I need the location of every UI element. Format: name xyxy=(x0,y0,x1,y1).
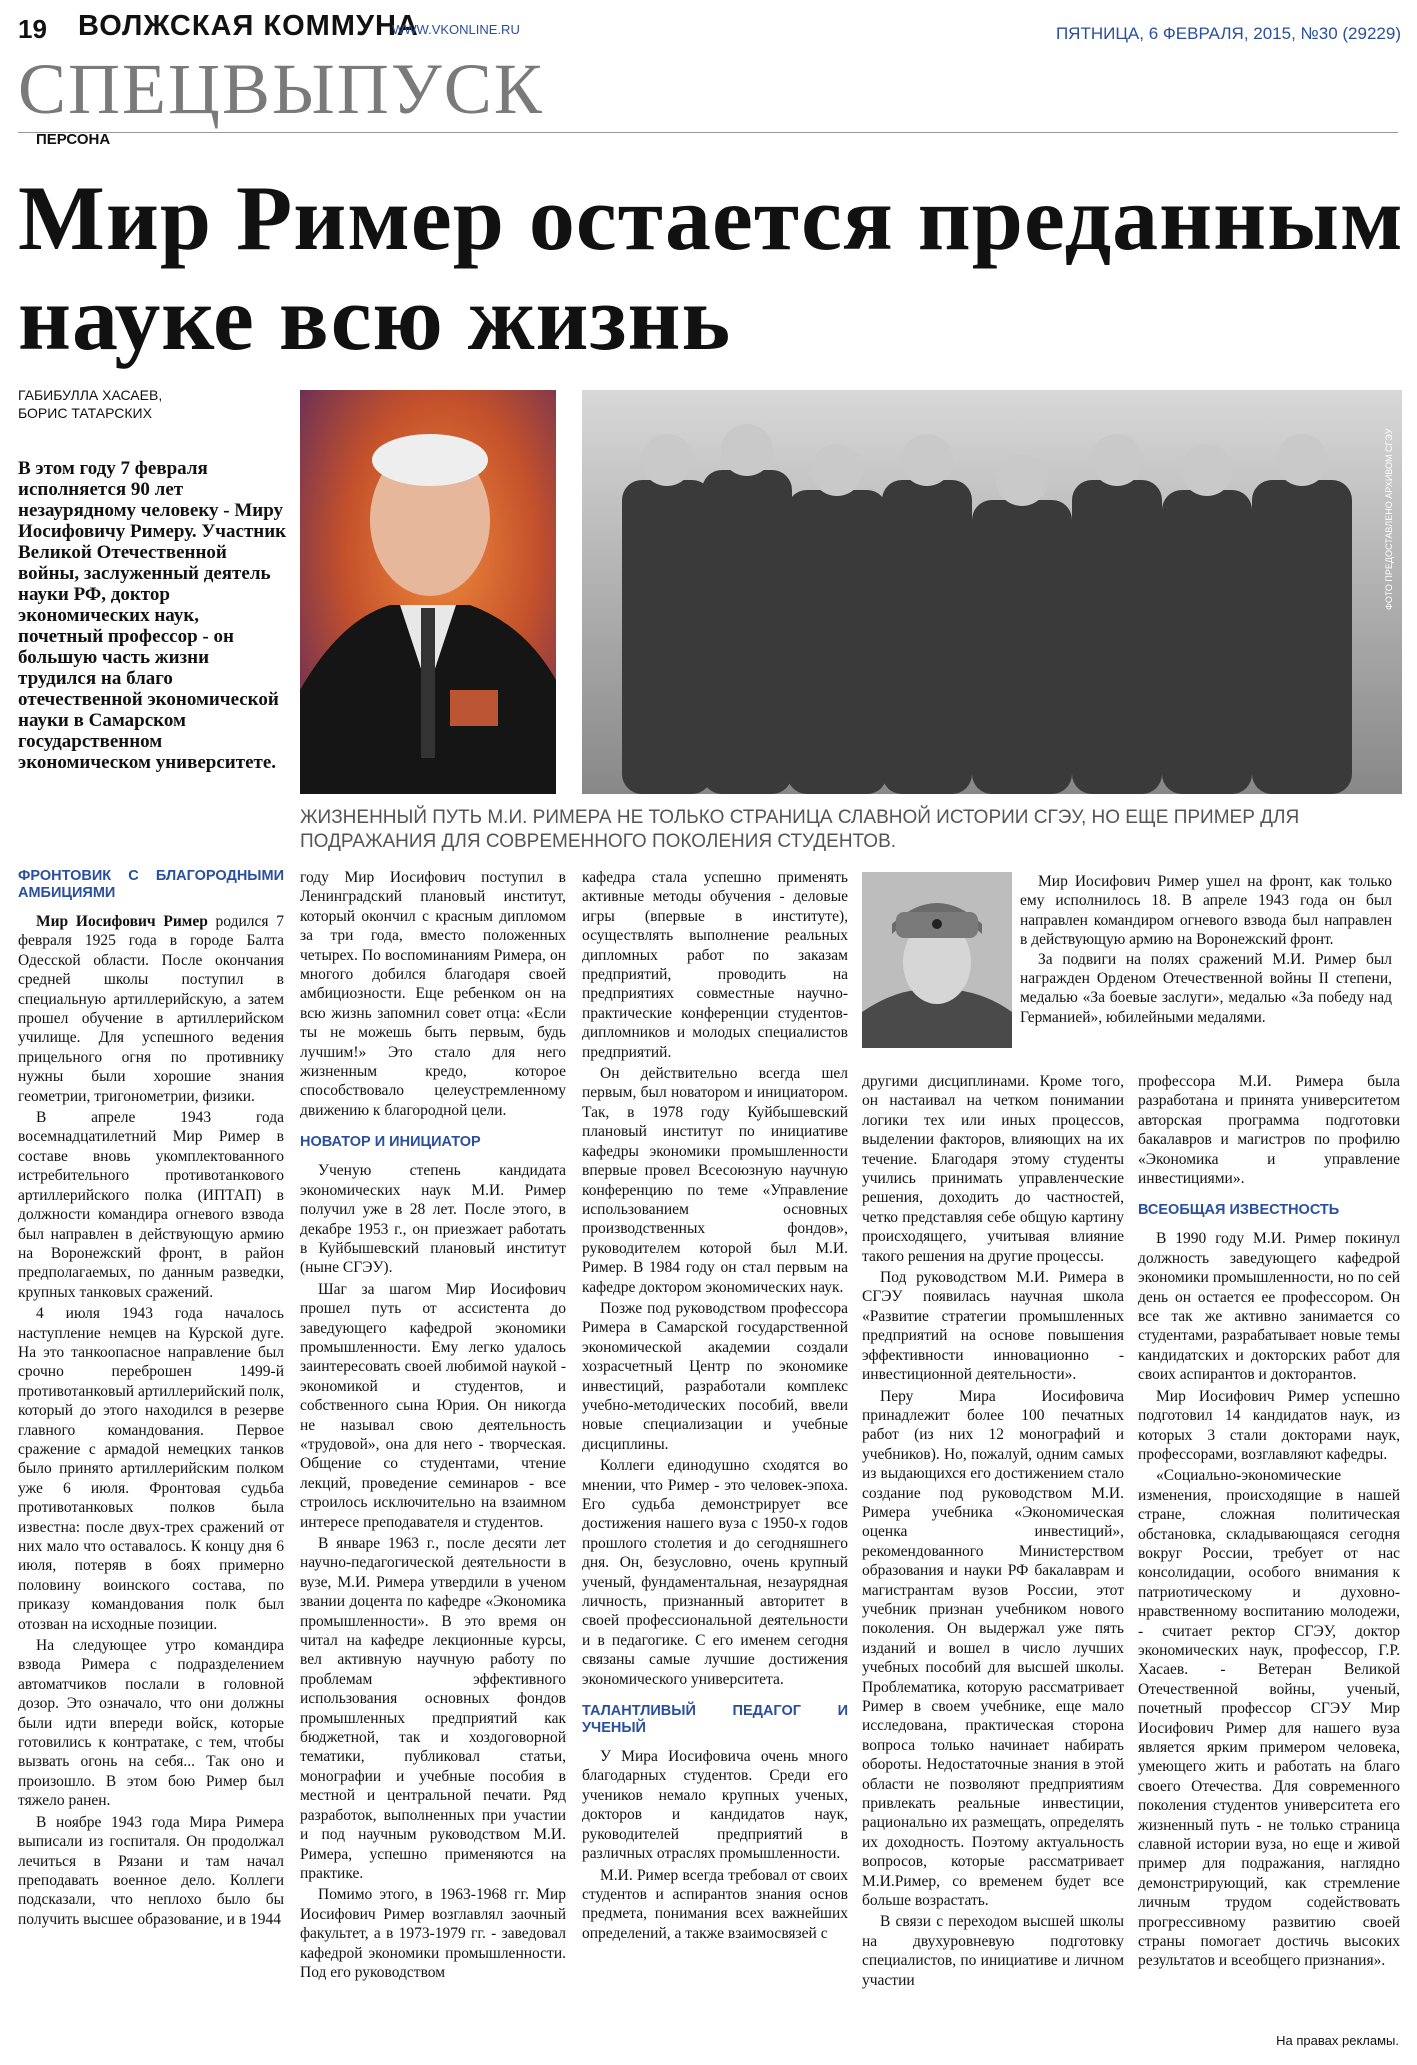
subhead-recognition: ВСЕОБЩАЯ ИЗВЕСТНОСТЬ xyxy=(1138,1202,1340,1219)
section-title: СПЕЦВЫПУСК xyxy=(18,49,544,129)
paragraph: родился 7 февраля 1925 года в городе Балта Одесской области. После окончания средней школы поступил в специальную артиллерийскую, а затем прошел обучение в артиллерийском училище. Для успешного ведения прицельного огня по противнику нужны были хорошие знания геометрии, тригонометрии, физики. xyxy=(18,913,284,1105)
group-photo xyxy=(582,390,1402,794)
ad-notice: На правах рекламы. xyxy=(1276,2033,1399,2048)
article-title: Мир Ример остается преданным науке всю жизнь xyxy=(18,167,1404,369)
soldier-photo xyxy=(862,872,1012,1048)
site-link[interactable]: WWW.VKONLINE.RU xyxy=(392,22,520,37)
paragraph: 4 июля 1943 года началось наступление немцев на Курской дуге. На это танкоопасное направление был срочно переброшен 1499-й противотанковый артиллерийский полк, который до этого находился в резерве главного командования. Первое сражение с армадой немецких танков было принято артиллерийским полком уже 6 июля. Фронтовая судьба противотанковых полков была известна: после двух-трех сражений от них мало что оставалось. К концу дня 6 июля, потеряв в боях примерно половину воинского состава, по приказу командования полк был отозван на исходные позиции. xyxy=(18,1305,284,1633)
column-3 xyxy=(582,868,848,1945)
paragraph: У Мира Иосифовича очень много благодарных студентов. Среди его учеников немало крупных ученых, докторов и кандидатов наук, руководителей предприятий в различных отраслях промышленности. xyxy=(582,1748,848,1863)
portrait-photo xyxy=(300,390,556,794)
brand-name: ВОЛЖСКАЯ КОММУНА xyxy=(78,10,419,42)
paragraph: Шаг за шагом Мир Иосифович прошел путь от ассистента до заведующего кафедрой экономики промышленности. Ему легко удалось заинтересовать своей любимой наукой - экономикой и студентов, и собственного сына Юрия. Он никогда не называл свою деятельность «трудовой», она для него - творческая. Общение со студентами, чтение лекций, проведение семинаров - все строилось исключительно на взаимном интересе преподавателя и студентов. xyxy=(300,1280,566,1531)
rubric-label: ПЕРСОНА xyxy=(36,131,111,148)
paragraph: Позже под руководством профессора Римера в Самарской государственной экономической академии создали хозрасчетный Центр по экономике инвестиций, разработали комплекс учебно-методических пособий, ввели новые специализации и учебные дисциплины. xyxy=(582,1299,848,1453)
subhead-teacher: ТАЛАНТЛИВЫЙ ПЕДАГОГ И УЧЕНЫЙ xyxy=(582,1703,848,1737)
page-number: 19 xyxy=(18,14,47,44)
paragraph: Помимо этого, в 1963-1968 гг. Мир Иосифович Ример возглавлял заочный факультет, а в 1973-1979 гг. - заведовал кафедрой экономики промышленности. Под его руководством xyxy=(300,1886,566,1981)
rubric-divider xyxy=(18,132,1398,133)
article-authors xyxy=(18,386,162,422)
sidebox-text xyxy=(1020,872,1392,1027)
paragraph: Под руководством М.И. Римера в СГЭУ появилась научная школа «Развитие стратегии промышленных предприятий на основе повышения эффективности инновационно - инвестиционной деятельности». xyxy=(862,1269,1124,1384)
sidebox-paragraph: За подвиги на полях сражений М.И. Ример был награжден Орденом Отечественной войны II степени, медалью «За боевые заслуги», медалью «За победу над Германией», юбилейными медалями. xyxy=(1020,950,1392,1026)
paragraph: кафедра стала успешно применять активные методы обучения - деловые игры (впервые в институте), осуществлять выполнение реальных дипломных работ по заказам предприятий, проводить на предприятиях совместные научно-практические конференции студентов-дипломников и молодых специалистов предприятий. xyxy=(582,869,848,1061)
subhead-frontline: ФРОНТОВИК С БЛАГОРОДНЫМИ АМБИЦИЯМИ xyxy=(18,868,284,901)
column-2 xyxy=(300,868,566,1984)
paragraph: В апреле 1943 года восемнадцатилетний Мир Ример в составе вновь укомплектованного истребительного противотанкового артиллерийского полка (ИПТАП) в должности командира огневого взвода был направлен в действующую армию на Воронежский фронт, в район предполагаемых, по данным разведки, крупных танковых сражений. xyxy=(18,1109,284,1301)
subhead-innovator: НОВАТОР И ИНИЦИАТОР xyxy=(300,1134,481,1151)
dateline: ПЯТНИЦА, 6 ФЕВРАЛЯ, 2015, №30 (29229) xyxy=(1055,24,1401,43)
paragraph: другими дисциплинами. Кроме того, он настаивал на четком понимании логики тех или иных процессов, выделении факторов, влияющих на их течение. Благодаря этому студенты учились принимать управленческие решения, доходить до частностей, четко представляя себе общую картину происходящего, учитывая влияние такого решения на другие процессы. xyxy=(862,1073,1124,1265)
photo-caption: ЖИЗНЕННЫЙ ПУТЬ М.И. РИМЕРА НЕ ТОЛЬКО СТРАНИЦА СЛАВНОЙ ИСТОРИИ СГЭУ, НО ЕЩЕ ПРИМЕР ДЛЯ ПОДРАЖАНИЯ ДЛЯ СОВРЕМЕННОГО ПОКОЛЕНИЯ СТУДЕНТОВ. xyxy=(300,807,1300,852)
column-5 xyxy=(1138,1072,1400,1973)
photo-credit: ФОТО ПРЕДОСТАВЛЕНО АРХИВОМ СГЭУ xyxy=(1384,428,1394,610)
paragraph: Ученую степень кандидата экономических наук М.И. Ример получил уже в 28 лет. После этого, в декабре 1953 г., он приезжает работать в Куйбышевский плановый институт (ныне СГЭУ). xyxy=(300,1162,566,1277)
paragraph: В ноябре 1943 года Мира Римера выписали из госпиталя. Он продолжал лечиться в Рязани и там начал преподавать военное дело. Коллеги подсказали, что неплохо было бы получить высшее образование, и в 1944 xyxy=(18,1813,284,1928)
paragraph: В связи с переходом высшей школы на двухуровневую подготовку специалистов, по инициативе и личном участии xyxy=(862,1913,1124,1989)
column-4 xyxy=(862,1072,1124,1992)
paragraph: В 1990 году М.И. Ример покинул должность заведующего кафедрой экономики промышленности, но по сей день он остается ее профессором. Он все так же активно занимается со студентами, разрабатывает новые темы кандидатских и докторских работ для своих аспирантов и докторантов. xyxy=(1138,1230,1400,1384)
paragraph: М.И. Ример всегда требовал от своих студентов и аспирантов знания основ предмета, понимания всех важнейших определений, а также взаимосвязей с xyxy=(582,1866,848,1942)
newspaper-brand xyxy=(78,10,419,43)
paragraph: На следующее утро командира взвода Римера с подразделением автоматчиков послали в головной дозор. Это означало, что они должны были идти впереди войск, которые готовились к контратаке, с тем, чтобы вызвать огонь на себя... Так оно и произошло. В этом бою Ример был тяжело ранен. xyxy=(18,1637,284,1810)
hero-name: Мир Иосифович Ример xyxy=(36,913,208,930)
paragraph: «Социально-экономические изменения, происходящие в нашей стране, сложная политическая обстановка, складывающаяся сегодня вокруг России, требует от нас консолидации, особого внимания к патриотическому и духовно-нравственному воспитанию молодежи, - считает ректор СГЭУ, доктор экономических наук, профессор, Г.Р. Хасаев. - Ветеран Великой Отечественной войны, ученый, почетный профессор СГЭУ Мир Иосифович Ример для нашего вуза является ярким примером человека, умеющего жить и работать на благо своего Отечества. Для современного поколения студентов университета его жизненный путь - не только страница славной истории вуза, но еще и живой пример для подражания, наглядно демонстрирующий, как стремление личным трудом содействовать прогрессивному развитию своей страны помогает достичь высоких результатов и всеобщего признания». xyxy=(1138,1467,1400,1970)
paragraph: Коллеги единодушно сходятся во мнении, что Ример - это человек-эпоха. Его судьба демонстрирует все достижения нашего вуза с 1950-х годов прошлого столетия и до сегодняшнего дня. Он, безусловно, очень крупный ученый, фундаментальная, незаурядная личность, признанный авторитет в своей профессиональной деятельности и в педагогике. С его именем сегодня связаны самые лучшие достижения экономического университета. xyxy=(582,1457,848,1688)
paragraph: В январе 1963 г., после десяти лет научно-педагогической деятельности в вузе, М.И. Римера утвердили в ученом звании доцента по кафедре «Экономика промышленности». В это время он читал на кафедре лекционные курсы, вел активную научную работу по проблемам эффективного использования основных фондов промышленных предприятий как бюджетной, так и хоздоговорной тематики, публиковал статьи, монографии и учебные пособия в местной и центральной печати. Ряд разработок, выполненных при участии и под научным руководством М.И. Римера, успешно применяются на практике. xyxy=(300,1535,566,1882)
author-1: ГАБИБУЛЛА ХАСАЕВ, xyxy=(18,387,163,403)
paragraph: Мир Иосифович Ример успешно подготовил 14 кандидатов наук, из которых 3 стали докторами наук, профессорами, возглавляют кафедры. xyxy=(1138,1387,1400,1463)
article-lead: В этом году 7 февраля исполняется 90 лет незаурядному человеку - Миру Иосифовичу Римеру. Участник Великой Отечественной войны, заслуженный деятель науки РФ, доктор экономических наук, почетный профессор - он большую часть жизни трудился на благо отечественной экономической науки в Самарском государственном экономическом университете. xyxy=(18,458,287,773)
paragraph: Он действительно всегда шел первым, был новатором и инициатором. Так, в 1978 году Куйбышевский плановый институт по инициативе кафедры экономики промышленности впервые провел Всесоюзную научную конференцию по теме «Управление использованием основных производственных фондов», руководителем которой был М.И. Ример. В 1984 году он стал первым на кафедре доктором экономических наук. xyxy=(582,1065,848,1296)
author-2: БОРИС ТАТАРСКИХ xyxy=(18,405,152,421)
column-1 xyxy=(18,868,284,1931)
paragraph: профессора М.И. Римера была разработана и принята университетом авторская программа подготовки бакалавров и магистров по профилю «Экономика и управление инвестициями». xyxy=(1138,1073,1400,1188)
sidebox-paragraph: Мир Иосифович Ример ушел на фронт, как только ему исполнилось 18. В апреле 1943 года он был направлен командиром огневого взвода был направлен в действующую армию на Воронежский фронт. xyxy=(1020,873,1392,949)
paragraph: году Мир Иосифович поступил в Ленинградский плановый институт, который окончил с красным дипломом за три года, вместо положенных четырех. По воспоминаниям Римера, он многого добился благодаря своей амбициозности. Еще ребенком он на всю жизнь запомнил совет отца: «Если ты не можешь быть первым, будь лучшим!» Это стало для него жизненным кредо, которое способствовало целеустремленному движению к благородной цели. xyxy=(300,869,566,1119)
paragraph: Перу Мира Иосифовича принадлежит более 100 печатных работ (из них 12 монографий и учебников). Но, пожалуй, одним самых из выдающихся его достижением стало создание под руководством М.И. Римера учебника «Экономическая оценка инвестиций», рекомендованного Министерством образования и науки РФ бакалаврам и магистрантам вузов России, этот учебник признан учебником нового поколения. Он выдержал уже пять изданий и вошел в число лучших учебных пособий для высшей школы. Проблематика, которую рассматривает Ример в своем учебнике, еще мало исследована, практическая сторона вопроса только начинает набирать обороты. Недостаточные знания в этой области не позволяют предприятиям привлекать реальные инвестиции, рационально их размещать, определять их доходность. Поэтому актуальность вопросов, которые рассматривает М.И.Ример, со временем будет все больше возрастать. xyxy=(862,1387,1124,1910)
